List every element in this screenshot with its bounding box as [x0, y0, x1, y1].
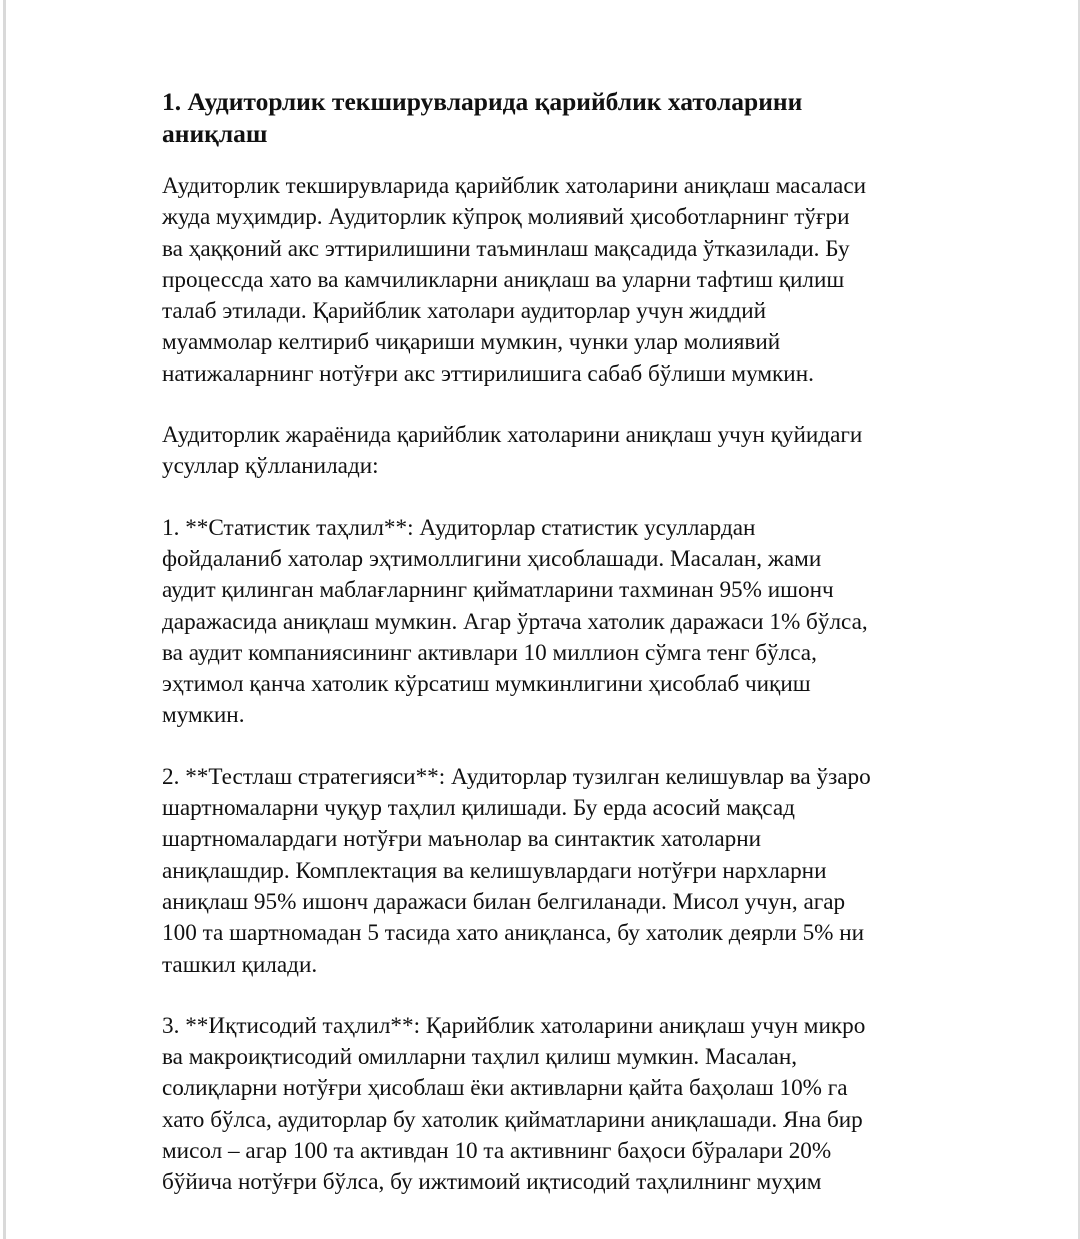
text-line: бўйича нотўғри бўлса, бу ижтимоий иқтисодий таҳлилнинг муҳим [162, 1169, 822, 1196]
text-line: аниқлаш 95% ишонч даражаси билан белгиланади. Мисол учун, агар [162, 888, 846, 915]
text-line: ва аудит компаниясининг активлари 10 миллион сўмга тенг бўлса, [162, 639, 817, 666]
heading-line: 1. Аудиторлик текширувларида қарийблик хатоларини [162, 87, 803, 116]
text-line: жуда муҳимдир. Аудиторлик кўпроқ молиявий ҳисоботларнинг тўғри [162, 204, 850, 231]
document-body [162, 86, 952, 1229]
text-line: Аудиторлик жараёнида қарийблик хатоларини аниқлаш учун қуйидаги [162, 422, 863, 449]
text-line: талаб этилади. Қарийблик хатолари аудиторлар учун жиддий [162, 298, 767, 325]
text-line: аниқлашдир. Комплектация ва келишувлардаги нотўғри нархларни [162, 857, 827, 884]
text-line: Аудиторлик текширувларида қарийблик хатоларини аниқлаш масаласи [162, 173, 867, 199]
page-left-edge [3, 0, 6, 1239]
text-line: натижаларнинг нотўғри акс эттирилишига сабаб бўлиши мумкин. [162, 360, 814, 387]
text-line: хато бўлса, аудиторлар бу хатолик қийматларини аниқлашади. Яна бир [162, 1106, 863, 1133]
paragraph-testing-strategy [162, 762, 952, 981]
paragraph-economic-analysis [162, 1011, 952, 1199]
section-heading [162, 86, 952, 150]
text-line: процессда хато ва камчиликларни аниқлаш ва уларни тафтиш қилиш [162, 266, 845, 293]
paragraph-statistical-analysis [162, 513, 952, 732]
paragraph-intro [162, 171, 952, 390]
text-line: ва макроиқтисодий омилларни таҳлил қилиш мумкин. Масалан, [162, 1044, 798, 1071]
text-line: солиқларни нотўғри ҳисоблаш ёки активларни қайта баҳолаш 10% га [162, 1075, 848, 1102]
text-line: муаммолар келтириб чиқариши мумкин, чунки улар молиявий [162, 329, 781, 356]
text-line: шартномаларни чуқур таҳлил қилишади. Бу ерда асосий мақсад [162, 795, 795, 822]
text-line: даражасида аниқлаш мумкин. Агар ўртача хатолик даражаси 1% бўлса, [162, 608, 868, 635]
text-line: 2. **Тестлаш стратегияси**: Аудиторлар тузилган келишувлар ва ўзаро [162, 763, 871, 790]
text-line: аудит қилинган маблағларнинг қийматларини тахминан 95% ишонч [162, 577, 834, 604]
text-line: фойдаланиб хатолар эҳтимоллигини ҳисоблашади. Масалан, жами [162, 545, 822, 572]
text-line: ва ҳаққоний акс эттирилишини таъминлаш мақсадида ўтказилади. Бу [162, 235, 850, 262]
text-line: мумкин. [162, 702, 245, 729]
text-line: 3. **Иқтисодий таҳлил**: Қарийблик хатоларини аниқлаш учун микро [162, 1012, 866, 1039]
text-line: усуллар қўлланилади: [162, 453, 379, 480]
heading-line: аниқлаш [162, 119, 268, 148]
text-line: 100 та шартномадан 5 тасида хато аниқланса, бу хатолик деярли 5% ни [162, 920, 865, 947]
text-line: шартномалардаги нотўғри маънолар ва синтактик хатоларни [162, 826, 762, 853]
paragraph-methods-intro [162, 420, 952, 483]
text-line: ташкил қилади. [162, 951, 318, 978]
text-line: 1. **Статистик таҳлил**: Аудиторлар статистик усуллардан [162, 514, 756, 541]
text-line: эҳтимол қанча хатолик кўрсатиш мумкинлигини ҳисоблаб чиқиш [162, 671, 811, 698]
text-line: мисол – агар 100 та активдан 10 та активнинг баҳоси бўралари 20% [162, 1138, 832, 1165]
